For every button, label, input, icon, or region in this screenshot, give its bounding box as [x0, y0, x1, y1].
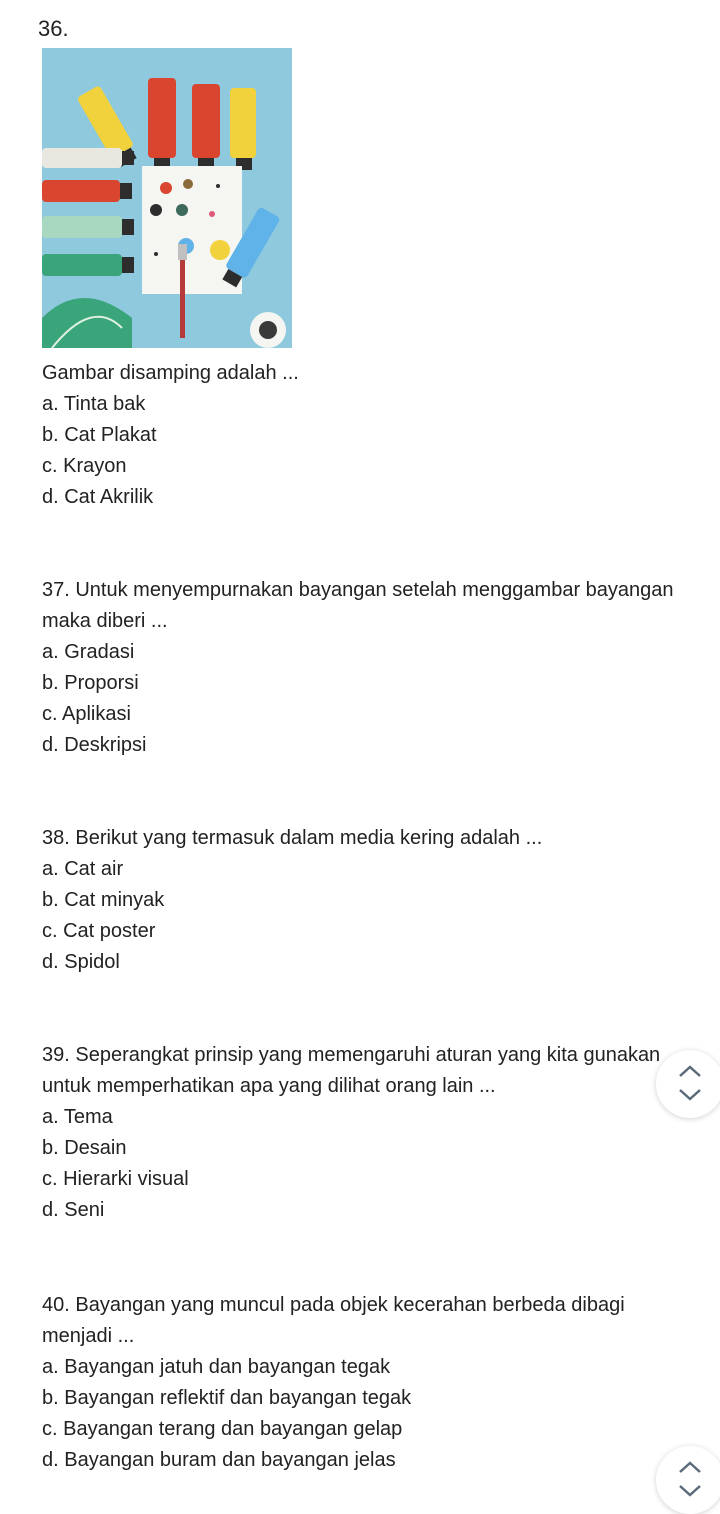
question-40-option-a: a. Bayangan jatuh dan bayangan tegak [42, 1356, 391, 1378]
question-37-option-c: c. Aplikasi [42, 703, 131, 725]
question-36-option-c: c. Krayon [42, 455, 127, 477]
question-37-option-b: b. Proporsi [42, 672, 139, 694]
question-38-stem: 38. Berikut yang termasuk dalam media kering adalah ... [42, 827, 543, 849]
question-36-stem: Gambar disamping adalah ... [42, 362, 299, 384]
question-39 [42, 1040, 692, 1226]
question-39-option-b: b. Desain [42, 1137, 127, 1159]
question-37-stem: 37. Untuk menyempurnakan bayangan setelah menggambar bayangan maka diberi ... [42, 579, 674, 632]
question-39-option-c: c. Hierarki visual [42, 1168, 189, 1190]
question-37-option-a: a. Gradasi [42, 641, 135, 663]
question-37-option-d: d. Deskripsi [42, 734, 147, 756]
question-40-option-b: b. Bayangan reflektif dan bayangan tegak [42, 1387, 412, 1409]
scroll-navigator-button[interactable] [656, 1050, 720, 1118]
acrylic-paint-tubes-photo [42, 48, 292, 348]
question-40-option-c: c. Bayangan terang dan bayangan gelap [42, 1418, 403, 1440]
question-39-stem: 39. Seperangkat prinsip yang memengaruhi aturan yang kita gunakan untuk memperhatikan apa yang dilihat orang lain ... [42, 1044, 661, 1097]
question-38-option-a: a. Cat air [42, 858, 124, 880]
chevron-up-down-icon [656, 1446, 720, 1514]
question-38-option-b: b. Cat minyak [42, 889, 165, 911]
question-36-option-d: d. Cat Akrilik [42, 486, 154, 508]
question-40-option-d: d. Bayangan buram dan bayangan jelas [42, 1449, 396, 1471]
chevron-up-down-icon [656, 1050, 720, 1118]
question-36-option-a: a. Tinta bak [42, 393, 146, 415]
question-39-option-d: d. Seni [42, 1199, 105, 1221]
question-36 [42, 358, 692, 513]
question-40 [42, 1290, 692, 1476]
question-37 [42, 575, 692, 761]
question-36-option-b: b. Cat Plakat [42, 424, 157, 446]
question-36-number: 36. [38, 16, 69, 41]
question-38-option-d: d. Spidol [42, 951, 120, 973]
question-38 [42, 823, 692, 978]
question-39-option-a: a. Tema [42, 1106, 113, 1128]
question-38-option-c: c. Cat poster [42, 920, 156, 942]
scroll-navigator-button-bottom[interactable] [656, 1446, 720, 1514]
question-40-stem: 40. Bayangan yang muncul pada objek kecerahan berbeda dibagi menjadi ... [42, 1294, 625, 1347]
